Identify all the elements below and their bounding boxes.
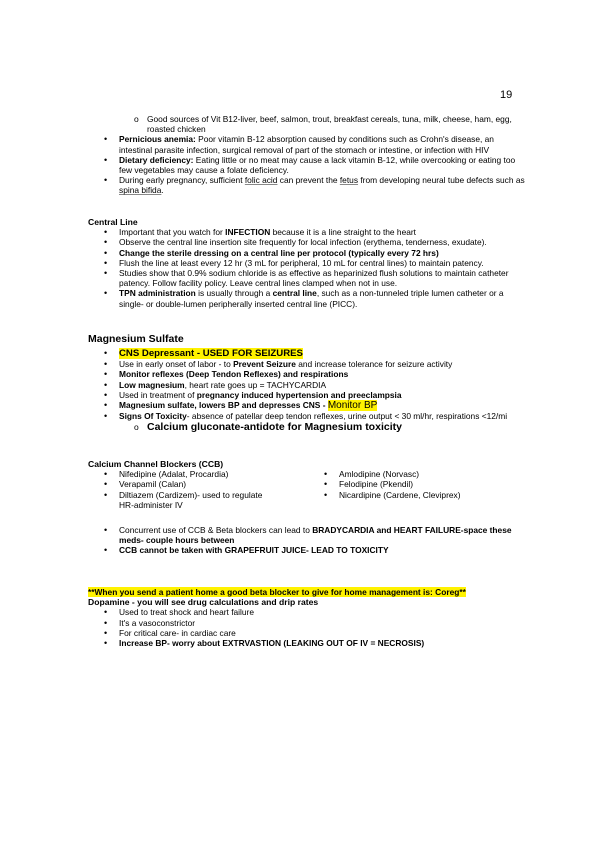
central-line-section [88,217,528,309]
list-item-text: Good sources of Vit B12-liver, beef, salmon, trout, breakfast cereals, tuna, milk, cheese, ham, egg, roasted chicken [147,114,512,135]
list-item-text: Eating little or no meat may cause a lack vitamin B-12, while overcooking or eating too few vegetables may cause a folate deficiency. [119,154,516,176]
list-item [88,628,528,638]
text-run: Nicardipine (Cardene, Cleviprex) [339,489,461,500]
list-item [88,490,308,510]
magnesium-section [88,333,536,434]
linked-term[interactable]: fetus [339,175,359,186]
section-heading: Calcium Channel Blockers (CCB) [88,459,224,469]
list-item [88,479,308,489]
text-run: Diltiazem (Cardizem)- used to regulate HR-administer IV [119,489,263,510]
list-item [88,638,528,648]
list-item [88,258,528,268]
text-run: , such as a non-tunneled triple lumen catheter or a single- or double-lumen peripherally inserted central line (PICC). [119,288,504,309]
text-run: For critical care- in cardiac care [119,627,236,638]
text-run: During early pregnancy, sufficient [119,175,245,186]
text-run: INFECTION [225,227,271,238]
text-run: Change the sterile dressing on a central line per protocol (typically every 72 hrs) [119,247,439,258]
text-run: - absence of patellar deep tendon reflexes, urine output < 30 ml/hr, respirations <12/mi [186,411,508,422]
text-run: Use in early onset of labor - to [119,359,234,370]
beta-blocker-note [88,587,528,597]
text-run: Flush the line at least every 12 hr (3 mL for peripheral, 10 mL for central lines) to maintain patency. [119,257,484,268]
list-item [88,469,308,479]
text-run: Felodipine (Pkendil) [339,479,414,490]
text-run: Magnesium sulfate, lowers BP and depresses CNS - [119,400,328,411]
list-item [88,114,528,134]
ccb-right-list [308,469,528,510]
text-run: Concurrent use of CCB & Beta blockers can lead to [119,525,313,536]
list-item [88,227,528,237]
list-item [88,288,528,308]
list-item [88,380,536,390]
text-run: Used in treatment of [119,389,197,400]
ccb-section [88,459,528,556]
list-item [88,369,536,379]
list-item [88,134,528,154]
list-item [88,421,536,434]
list-item [88,411,536,421]
ccb-left-list [88,469,308,510]
text-run: , heart rate goes up = TACHYCARDIA [184,379,327,390]
text-run: Monitor reflexes (Deep Tendon Reflexes) and respirations [119,369,349,380]
text-run: Calcium gluconate-antidote for Magnesium toxicity [147,421,402,434]
text-run: Verapamil (Calan) [119,479,187,490]
list-item [88,175,528,195]
text-run: and increase tolerance for seizure activity [295,359,453,370]
text-run: because it is a line straight to the heart [270,227,416,238]
ccb-drug-columns [88,469,528,510]
term-label: Pernicious anemia: [119,134,196,145]
text-run: Increase BP- worry about EXTRVASTION (LEAKING OUT OF IV = NECROSIS) [119,638,425,649]
vitamin-section [88,114,528,196]
text-run: Observe the central line insertion site frequently for local infection (erythema, tenderness, exudate). [119,237,487,248]
text-run: CNS Depressant - USED FOR SEIZURES [119,348,303,359]
linked-term[interactable]: folic acid [244,175,278,186]
section-heading: Dopamine - you will see drug calculations and drip rates [88,597,319,608]
text-run: Signs Of Toxicity [119,411,187,422]
list-item [88,268,528,288]
text-run: Used to treat shock and heart failure [119,607,255,618]
term-label: Dietary deficiency: [119,154,194,165]
list-item [88,607,528,617]
text-run: Amlodipine (Norvasc) [339,469,420,480]
list-item [88,390,536,400]
section-heading: Central Line [88,217,138,227]
list-item [308,490,528,500]
text-run: Nifedipine (Adalat, Procardia) [119,469,229,480]
text-run: TPN administration [119,288,196,299]
text-run: pregnancy induced hypertension and preeclampsia [196,389,402,400]
text-run: BRADYCARDIA and HEART FAILURE-space these meds- couple hours between [119,525,512,546]
list-item [308,479,528,489]
dopamine-section [88,587,528,648]
linked-term[interactable]: spina bifida [119,185,162,196]
list-item [88,545,528,555]
page-number: 19 [500,89,513,101]
text-run: CCB cannot be taken with GRAPEFRUIT JUICE- LEAD TO TOXICITY [119,545,389,556]
text-run: . [161,185,164,196]
text-run: It's a vasoconstrictor [119,617,196,628]
text-run: Prevent Seizure [233,359,296,370]
section-heading: Magnesium Sulfate [88,333,184,345]
text-run: Low magnesium [119,379,185,390]
text-run: is usually through a [195,288,273,299]
text-run: Monitor BP [327,400,378,412]
text-run: central line [272,288,317,299]
list-item [88,525,528,545]
text-run: from developing neural tube defects such as [358,175,525,186]
list-item [88,155,528,175]
text-run: Studies show that 0.9% sodium chloride is as effective as heparinized flush solutions to maintain catheter patency. Follow facility policy. Leave central lines clamped when not in use. [119,268,509,289]
text-run: Important that you watch for [119,227,226,238]
list-item [88,348,536,359]
text-run: **When you send a patient home a good beta blocker to give for home management is: Coreg** [88,587,466,597]
list-item [88,248,528,258]
list-item [88,618,528,628]
list-item [88,400,536,411]
list-item [88,237,528,247]
list-item-text: Poor vitamin B-12 absorption caused by conditions such as Crohn's disease, an intestinal parasite infection, surgical removal of part of the stomach or intestine, or infection with HIV [119,134,494,155]
text-run: can prevent the [277,175,340,186]
list-item [88,359,536,369]
list-item [308,469,528,479]
